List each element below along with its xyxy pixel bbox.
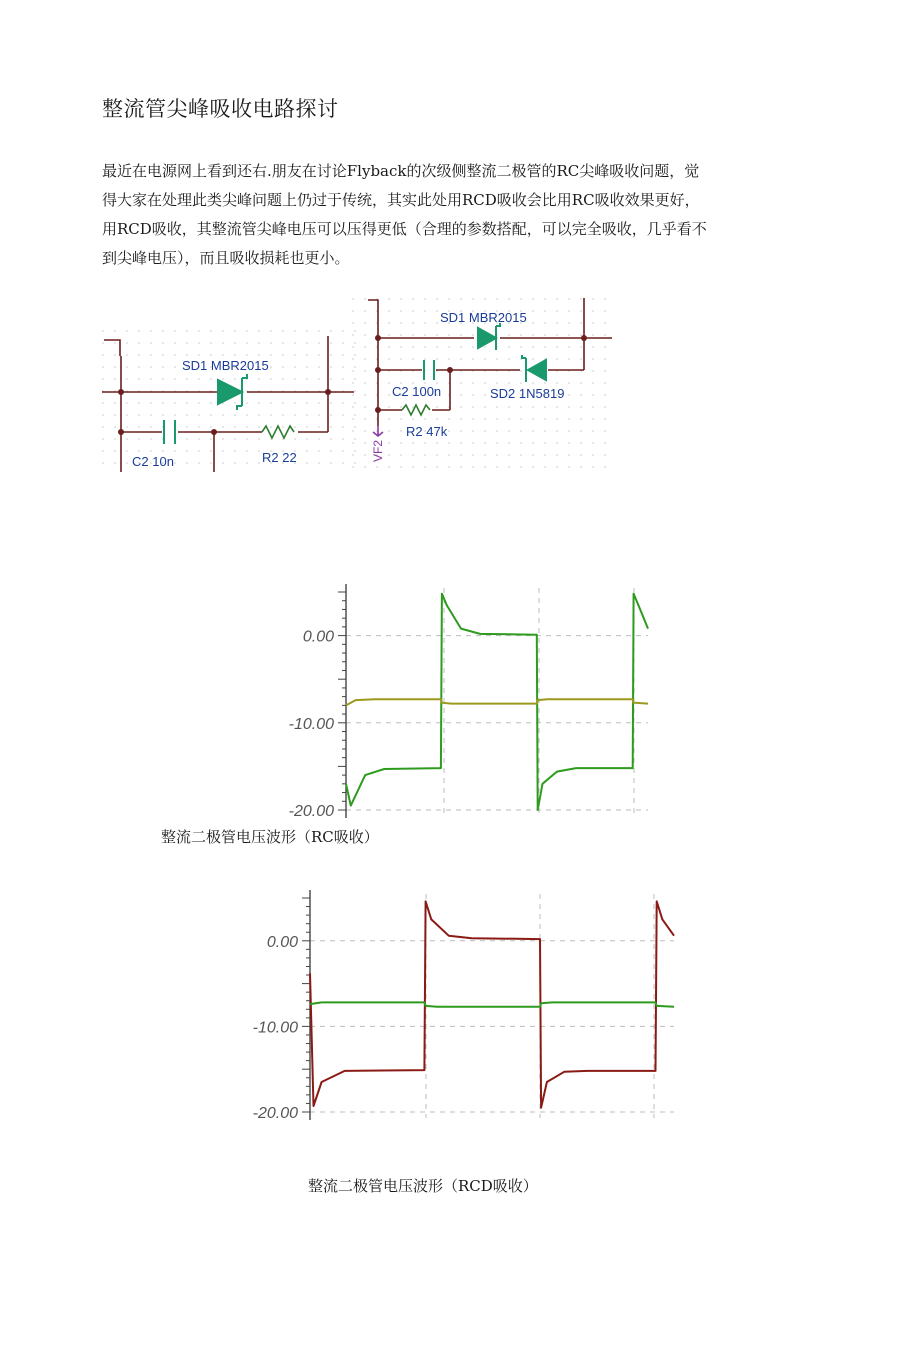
rcd-snubber-schematic: [340, 298, 612, 468]
resistor-label: R2 22: [262, 450, 297, 465]
series-line-2: [310, 1002, 674, 1006]
y-tick-label: 0.00: [302, 628, 334, 646]
series-line-2: [346, 699, 648, 705]
paragraph-line: 得大家在处理此类尖峰问题上仍过于传统，其实此处用RCD吸收会比用RC吸收效果更好，: [102, 191, 700, 209]
capacitor-label: C2 100n: [392, 384, 442, 399]
y-tick-label: -20.00: [288, 803, 334, 820]
probe-label: VF2: [371, 439, 385, 462]
y-tick-label: -10.00: [288, 715, 334, 733]
series-line-1: [346, 594, 648, 810]
capacitor-label: C2 10n: [132, 454, 174, 469]
rcd-waveform-caption: 整流二极管电压波形（RCD吸收）: [308, 1177, 538, 1195]
diode2-label: SD2 1N5819: [490, 386, 565, 401]
page-title: 整流管尖峰吸收电路探讨: [102, 97, 339, 121]
rcd-waveform-chart: [230, 880, 676, 1132]
rc-waveform-chart: [260, 578, 650, 822]
rc-snubber-schematic: [102, 330, 357, 472]
y-tick-label: 0.00: [266, 933, 298, 951]
intro-paragraph: [102, 157, 802, 273]
y-tick-label: -10.00: [252, 1019, 298, 1037]
resistor-label: R2 47k: [406, 424, 448, 439]
diode-label: SD1 MBR2015: [182, 358, 269, 373]
paragraph-line: 用RCD吸收，其整流管尖峰电压可以压得更低（合理的参数搭配，可以完全吸收，几乎看不: [102, 220, 707, 238]
diode1-label: SD1 MBR2015: [440, 310, 527, 325]
rc-waveform-caption: 整流二极管电压波形（RC吸收）: [161, 828, 379, 846]
series-line-1: [310, 901, 674, 1107]
y-tick-label: -20.00: [252, 1105, 298, 1122]
paragraph-line: 最近在电源网上看到还右.朋友在讨论Flyback的次级侧整流二极管的RC尖峰吸收问题，觉: [102, 162, 700, 180]
paragraph-line: 到尖峰电压），而且吸收损耗也更小。: [102, 249, 350, 267]
